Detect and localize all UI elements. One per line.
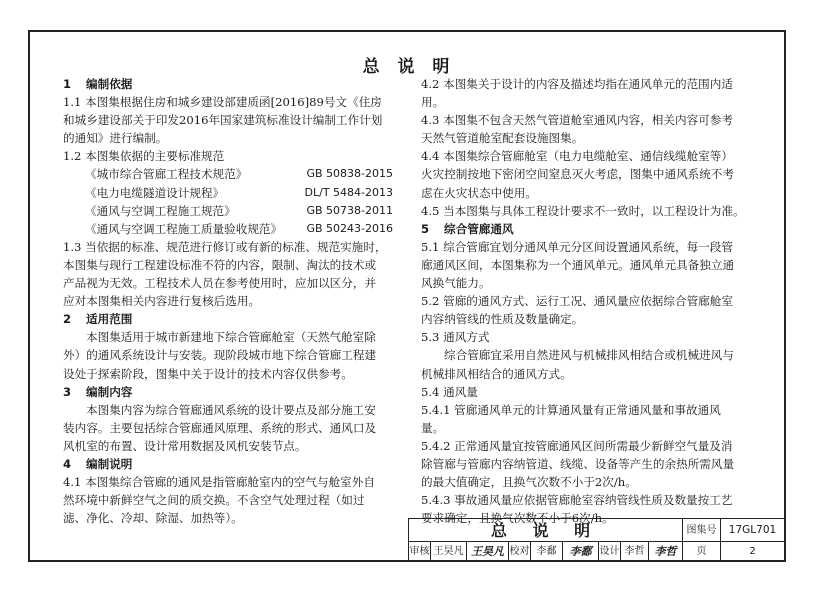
text-line: 要求确定，且换气次数不小于6次/h。	[421, 511, 614, 526]
review-label: 审核	[409, 542, 431, 562]
text-line: 外）的通风系统设计与安装。现阶段城市地下综合管廊工程建	[63, 348, 377, 363]
standard-name: 《通风与空调工程施工质量验收规范》	[85, 221, 283, 236]
section-title: 编制说明	[86, 456, 133, 471]
section-number: 5	[421, 221, 430, 236]
section-heading	[421, 220, 751, 238]
text-line: 1.1 本图集根据住房和城乡建设部建质函[2016]89号文《住房	[63, 95, 382, 110]
atlas-number-label: 图集号	[683, 519, 721, 542]
section-title: 综合管廊通风	[444, 221, 514, 236]
text-line: 风换气能力。	[421, 276, 491, 291]
section-number: 4	[63, 456, 72, 471]
title-block	[408, 518, 786, 562]
designer-name: 李哲	[621, 542, 649, 562]
text-line: 5.4 通风量	[421, 384, 478, 399]
text-line: 装内容。主要包括综合管廊通风原理、系统的形式、通风口及	[63, 420, 377, 435]
section-number: 2	[63, 312, 72, 327]
standard-name: 《通风与空调工程施工规范》	[85, 203, 236, 218]
checker-signature: 李鄱	[563, 542, 599, 562]
text-line: 火灾控制按地下密闭空间窒息灭火考虑，图集中通风系统不考	[421, 167, 735, 182]
text-line: 风机室的布置、设计常用数据及风机安装节点。	[63, 438, 307, 453]
check-label: 校对	[509, 542, 531, 562]
reviewer-name: 王昊凡	[431, 542, 467, 562]
text-line: 5.1 综合管廊宜划分通风单元分区间设置通风系统，每一段管	[421, 239, 733, 254]
text-line: 5.4.3 事故通风量应依据管廊舱室容纳管线性质及数量按工艺	[421, 493, 733, 508]
standard-item	[63, 165, 393, 183]
text-line: 产品视为无效。工程技术人员在参考使用时，应加以区分，并	[63, 276, 377, 291]
page-number: 2	[721, 542, 785, 562]
standard-code: GB 50838-2015	[306, 167, 393, 181]
standard-name: 《城市综合管廊工程技术规范》	[85, 167, 248, 182]
text-line: 综合管廊宜采用自然进风与机械排风相结合或机械进风与	[444, 348, 734, 363]
standard-item	[63, 184, 393, 202]
text-line: 的最大值确定，且换气次数不小于2次/h。	[421, 475, 637, 490]
text-line: 应对本图集相关内容进行复核后选用。	[63, 294, 261, 309]
text-line: 5.3 通风方式	[421, 330, 490, 345]
section-heading	[63, 310, 393, 328]
text-line: 机械排风相结合的通风方式。	[421, 366, 572, 381]
right-column	[421, 75, 751, 527]
text-line: 然环境中新鲜空气之间的质交换。不含空气处理过程（如过	[63, 493, 365, 508]
section-title: 适用范围	[86, 312, 133, 327]
text-line: 用。	[421, 95, 445, 110]
standard-code: DL/T 5484-2013	[304, 185, 393, 199]
standard-item	[63, 220, 393, 238]
standard-item	[63, 202, 393, 220]
section-title: 编制依据	[86, 77, 133, 91]
text-line: 内容纳管线的性质及数量确定。	[421, 312, 584, 327]
section-number: 3	[63, 384, 72, 399]
text-line: 4.2 本图集关于设计的内容及描述均指在通风单元的范围内适	[421, 77, 733, 91]
section-number: 1	[63, 77, 72, 91]
text-line: 滤、净化、冷却、除湿、加热等）。	[63, 511, 243, 526]
text-line: 5.4.1 管廊通风单元的计算通风量有正常通风量和事故通风	[421, 402, 721, 417]
text-line: 量。	[421, 420, 445, 435]
page-title: 总 说 明	[362, 57, 456, 77]
reviewer-signature: 王昊凡	[467, 542, 509, 562]
text-line: 4.1 本图集综合管廊的通风是指管廊舱室内的空气与舱室外自	[63, 475, 375, 490]
standard-name: 《电力电缆隧道设计规程》	[85, 185, 225, 200]
section-title: 编制内容	[86, 384, 133, 399]
text-line: 1.3 当依据的标准、规范进行修订或有新的标准、规范实施时，	[63, 239, 387, 254]
text-line: 4.4 本图集综合管廊舱室（电力电缆舱室、通信线缆舱室等）	[421, 149, 733, 164]
standard-code: GB 50243-2016	[306, 221, 393, 235]
text-line: 虑在火灾状态中使用。	[421, 185, 537, 200]
text-line: 的通知》进行编制。	[63, 131, 168, 146]
text-line: 本图集与现行工程建设标准不符的内容，限制、淘汰的技术或	[63, 257, 377, 272]
text-line: 和城乡建设部关于印发2016年国家建筑标准设计编制工作计划	[63, 113, 383, 128]
text-line: 本图集内容为综合管廊通风系统的设计要点及部分施工安	[86, 402, 376, 417]
title-block-title: 总 说 明	[409, 519, 683, 542]
section-heading	[63, 383, 393, 401]
text-line: 5.4.2 正常通风量宜按管廊通风区间所需最少新鲜空气量及消	[421, 438, 733, 453]
text-line: 廊通风区间，本图集称为一个通风单元。通风单元具备独立通	[421, 257, 735, 272]
standard-code: GB 50738-2011	[306, 203, 393, 217]
design-label: 设计	[599, 542, 621, 562]
text-line: 5.2 管廊的通风方式、运行工况、通风量应依据综合管廊舱室	[421, 294, 733, 309]
section-heading	[63, 75, 393, 93]
text-line: 本图集适用于城市新建地下综合管廊舱室（天然气舱室除	[86, 330, 376, 345]
checker-name: 李鄱	[531, 542, 563, 562]
text-line: 1.2 本图集依据的主要标准规范	[63, 149, 225, 164]
text-line: 除管廊与管廊内容纳管道、线缆、设备等产生的余热所需风量	[421, 456, 735, 471]
atlas-number: 17GL701	[721, 519, 785, 542]
text-line: 设处于探索阶段，图集中关于设计的技术内容仅供参考。	[63, 366, 353, 381]
designer-signature: 李哲	[649, 542, 683, 562]
text-line: 4.5 当本图集与具体工程设计要求不一致时，以工程设计为准。	[421, 203, 745, 218]
section-heading	[63, 455, 393, 473]
page-label: 页	[683, 542, 721, 562]
left-column	[63, 75, 393, 527]
text-line: 天然气管道舱室配套设施图集。	[421, 131, 584, 146]
text-line: 4.3 本图集不包含天然气管道舱室通风内容，相关内容可参考	[421, 113, 733, 128]
